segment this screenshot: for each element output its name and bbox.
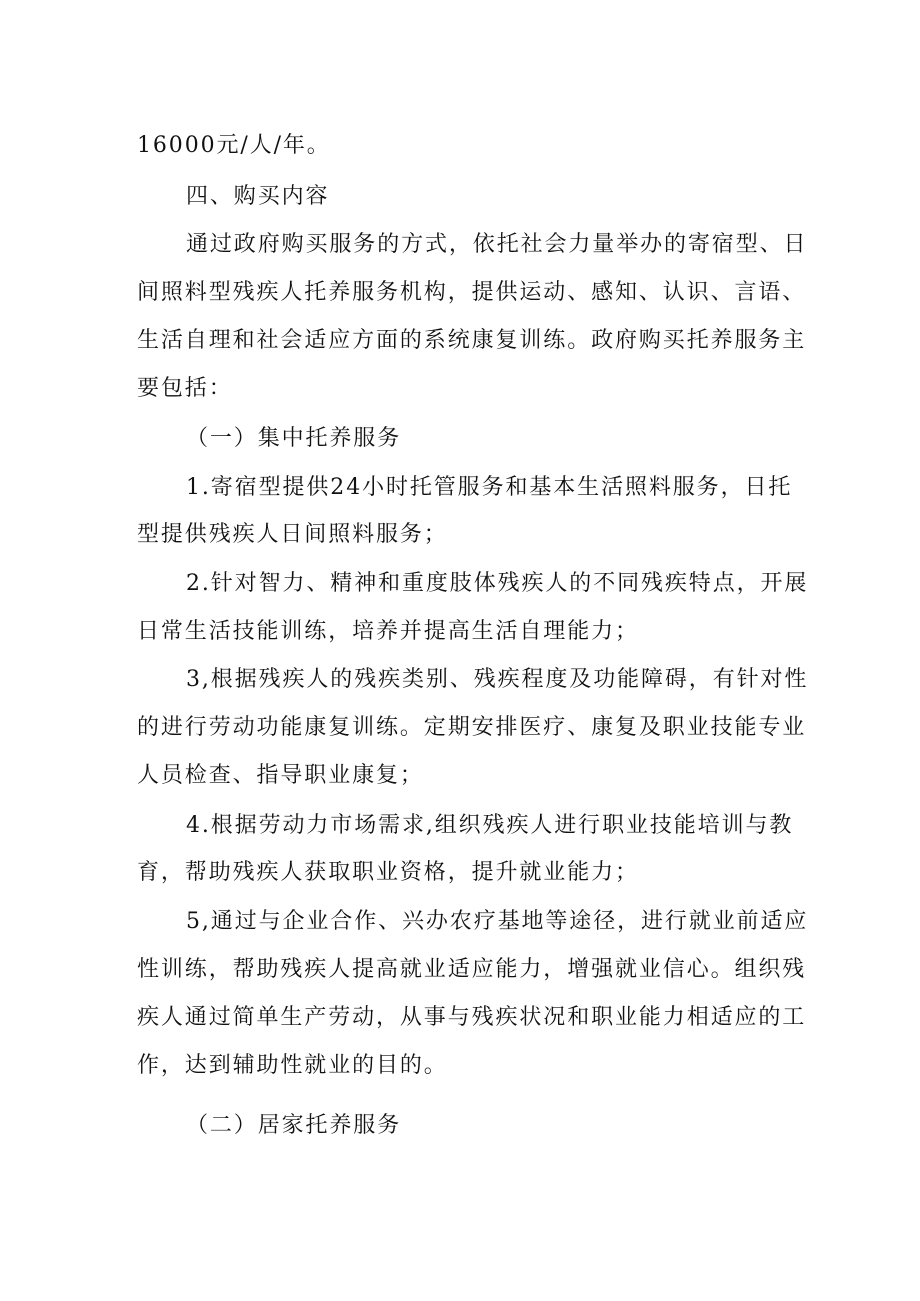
list-item-2-line: 2.针对智力、精神和重度肢体残疾人的不同残疾特点，开展 (186, 571, 809, 596)
list-item-1-line: 1.寄宿型提供24小时托管服务和基本生活照料服务，日托 (186, 475, 793, 500)
list-item-5-line: 5,通过与企业合作、兴办农疗基地等途径，进行就业前适应 (186, 909, 809, 934)
list-item-3-line: 人员检查、指导职业康复； (137, 763, 424, 788)
list-item-5-line: 疾人通过简单生产劳动，从事与残疾状况和职业能力相适应的工 (137, 1005, 807, 1030)
list-item-5-line: 性训练，帮助残疾人提高就业适应能力，增强就业信心。组织残 (137, 957, 807, 982)
paragraph-line: 要包括： (137, 376, 233, 401)
list-item-5-line: 作，达到辅助性就业的目的。 (137, 1053, 448, 1078)
list-item-4-line: 4.根据劳动力市场需求,组织残疾人进行职业技能培训与教 (186, 813, 794, 838)
paragraph-line: 通过政府购买服务的方式，依托社会力量举办的寄宿型、日 (186, 232, 808, 257)
list-item-3-line: 3,根据残疾人的残疾类别、残疾程度及功能障碍，有针对性 (186, 667, 809, 692)
section-heading-purchase-content: 四、购买内容 (186, 184, 330, 209)
paragraph-line: 间照料型残疾人托养服务机构，提供运动、感知、认识、言语、 (137, 280, 807, 305)
subheading-home-care: （二）居家托养服务 (186, 1113, 402, 1138)
list-item-4-line: 育，帮助残疾人获取职业资格，提升就业能力； (137, 860, 639, 885)
subheading-centralized-care: （一）集中托养服务 (186, 426, 402, 451)
list-item-2-line: 日常生活技能训练，培养并提高生活自理能力； (137, 619, 639, 644)
list-item-3-line: 的进行劳动功能康复训练。定期安排医疗、康复及职业技能专业 (137, 715, 807, 740)
list-item-1-line: 型提供残疾人日间照料服务； (137, 522, 448, 547)
paragraph-line: 生活自理和社会适应方面的系统康复训练。政府购买托养服务主 (137, 328, 807, 353)
text-line-fee: 16000元/人/年。 (137, 133, 331, 158)
